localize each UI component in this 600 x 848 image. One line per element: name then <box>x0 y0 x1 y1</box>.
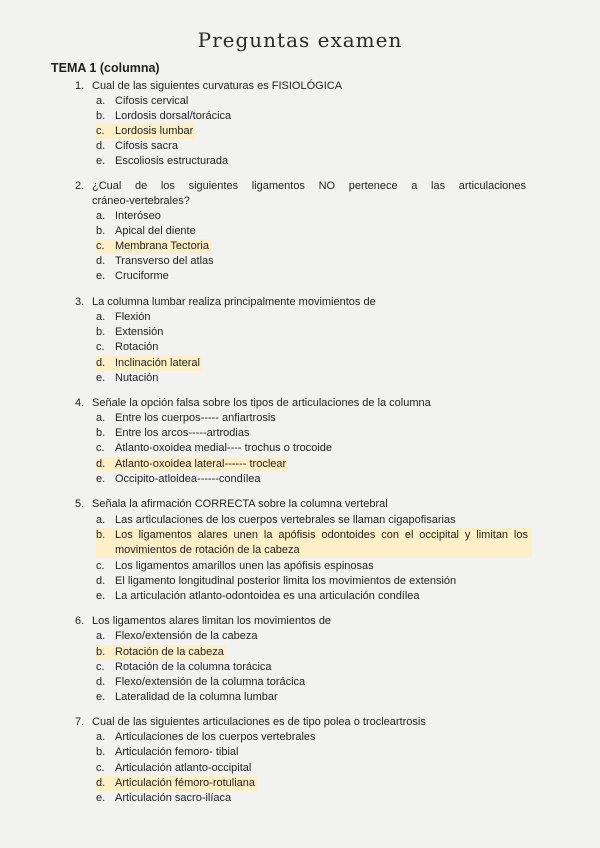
question-stem <box>75 614 535 629</box>
question-text-continued: cráneo-vertebrales? <box>92 195 190 207</box>
option-text: Rotación de la columna torácica <box>115 661 272 673</box>
option-letter: c. <box>96 661 105 673</box>
page-title: Preguntas examen <box>197 28 403 52</box>
option-letter: d. <box>96 457 115 472</box>
option-letter: d. <box>96 676 106 688</box>
option-letter: c. <box>96 560 105 572</box>
option-letter: e. <box>96 590 106 602</box>
option-letter: a. <box>96 95 106 107</box>
question-text: Los ligamentos alares limitan los movimientos de <box>92 615 332 627</box>
option-d <box>96 574 536 589</box>
option-a <box>96 629 536 644</box>
option-text: Articulación femoro- tibial <box>115 746 239 758</box>
question-number: 4. <box>75 397 85 409</box>
option-text: Articulaciones de los cuerpos vertebrales <box>115 731 316 743</box>
option-c <box>96 559 536 574</box>
option-letter: e. <box>96 473 106 485</box>
option-text: Cifosis cervical <box>115 95 189 107</box>
option-letter: b. <box>96 427 106 439</box>
option-letter: d. <box>96 356 115 371</box>
option-e <box>96 791 536 806</box>
option-letter: a. <box>96 412 106 424</box>
option-d <box>96 254 536 269</box>
question-number: 3. <box>75 296 85 308</box>
question-text: Cual de las siguientes curvaturas es FISIOLÓGICA <box>92 80 343 92</box>
option-text: movimientos de rotación de la cabeza <box>115 544 300 557</box>
option-text: Occipito-atloidea------condílea <box>115 473 261 485</box>
option-text: La articulación atlanto-odontoidea es una articulación condílea <box>115 590 420 602</box>
option-letter: c. <box>96 341 105 353</box>
question-text: Señala la afirmación CORRECTA sobre la columna vertebral <box>92 498 388 510</box>
option-letter: b. <box>96 529 106 541</box>
question-number: 1. <box>75 80 85 92</box>
option-text: Lordosis lumbar <box>115 124 195 139</box>
option-letter: c. <box>96 239 115 254</box>
option-letter: e. <box>96 270 106 282</box>
question-number: 6. <box>75 615 85 627</box>
option-text: Entre los cuerpos----- anfiartrosis <box>115 412 276 424</box>
option-text: Extensión <box>115 326 164 338</box>
option-letter: d. <box>96 255 106 267</box>
option-text: Las articulaciones de los cuerpos vertebrales se llaman cigapofisarias <box>115 514 456 526</box>
option-a <box>96 209 536 224</box>
option-d <box>96 139 536 154</box>
option-text: Flexo/extensión de la cabeza <box>115 630 258 642</box>
option-text: Transverso del atlas <box>115 255 214 267</box>
option-letter: d. <box>96 575 106 587</box>
option-b <box>96 109 536 124</box>
option-d-answer <box>96 356 536 371</box>
option-letter: b. <box>96 225 106 237</box>
option-c <box>96 441 536 456</box>
option-e <box>96 371 536 386</box>
option-e <box>96 690 536 705</box>
option-text: Membrana Tectoria <box>115 239 211 254</box>
option-text: Lordosis dorsal/torácica <box>115 110 232 122</box>
section-heading: TEMA 1 (columna) <box>51 61 160 75</box>
option-d <box>96 675 536 690</box>
question-stem <box>75 497 535 512</box>
option-c <box>96 660 536 675</box>
option-text: Cruciforme <box>115 270 169 282</box>
question-number: 2. <box>75 180 85 192</box>
option-b <box>96 224 536 239</box>
option-letter: a. <box>96 630 106 642</box>
option-letter: a. <box>96 514 106 526</box>
option-text: Articulación atlanto-occipital <box>115 762 252 774</box>
option-a <box>96 310 536 325</box>
question-text: Cual de las siguientes articulaciones es de tipo polea o trocleartrosis <box>92 716 426 728</box>
option-a <box>96 730 536 745</box>
option-text: Articulación sacro-ilíaca <box>115 792 232 804</box>
option-b <box>96 745 536 760</box>
option-letter: e. <box>96 691 106 703</box>
option-b-answer <box>96 528 532 558</box>
option-c <box>96 761 536 776</box>
option-letter: b. <box>96 326 106 338</box>
option-letter: b. <box>96 645 115 660</box>
option-b-answer <box>96 645 536 660</box>
option-text: Flexo/extensión de la columna torácica <box>115 676 306 688</box>
option-text: Rotación de la cabeza <box>115 645 226 660</box>
option-text: Inclinación lateral <box>115 356 202 371</box>
option-text: Lateralidad de la columna lumbar <box>115 691 278 703</box>
option-letter: a. <box>96 731 106 743</box>
option-letter: c. <box>96 442 105 454</box>
option-letter: a. <box>96 210 106 222</box>
option-text: Interóseo <box>115 210 161 222</box>
question-stem <box>75 715 535 730</box>
option-text: Nutación <box>115 372 159 384</box>
option-a <box>96 513 536 528</box>
option-text: Atlanto-oxoidea medial---- trochus o trocoide <box>115 442 333 454</box>
option-text: Rotación <box>115 341 159 353</box>
option-letter: e. <box>96 792 106 804</box>
option-c-answer <box>96 124 536 139</box>
question-stem <box>75 79 535 94</box>
option-e <box>96 472 536 487</box>
option-a <box>96 94 536 109</box>
option-text: Cifosis sacra <box>115 140 178 152</box>
question-text: ¿Cual de los siguientes ligamentos NO pertenece a las articulaciones <box>92 180 526 192</box>
question-number: 7. <box>75 716 85 728</box>
option-text: Entre los arcos-----artrodias <box>115 427 250 439</box>
option-letter: e. <box>96 155 106 167</box>
option-text: Apical del diente <box>115 225 196 237</box>
option-letter: d. <box>96 776 115 791</box>
question-stem <box>75 396 535 411</box>
option-text: Flexión <box>115 311 151 323</box>
option-text: Los ligamentos alares unen la apófisis odontoides con el occipital y limitan los <box>115 529 528 541</box>
option-letter: c. <box>96 124 115 139</box>
option-d-answer <box>96 457 536 472</box>
option-b <box>96 426 536 441</box>
option-text: Atlanto-oxoidea lateral------ troclear <box>115 457 288 472</box>
question-stem <box>75 295 535 310</box>
option-letter: b. <box>96 746 106 758</box>
option-c-answer <box>96 239 536 254</box>
question-stem <box>75 179 535 194</box>
option-letter: d. <box>96 140 106 152</box>
option-c <box>96 340 536 355</box>
option-d-answer <box>96 776 536 791</box>
question-number: 5. <box>75 498 85 510</box>
question-text: Señale la opción falsa sobre los tipos de articulaciones de la columna <box>92 397 431 409</box>
question-text: La columna lumbar realiza principalmente movimientos de <box>92 296 376 308</box>
option-letter: b. <box>96 110 106 122</box>
option-text: Escoliosis estructurada <box>115 155 229 167</box>
option-text: Los ligamentos amarillos unen las apófisis espinosas <box>115 560 374 572</box>
option-letter: a. <box>96 311 106 323</box>
option-e <box>96 589 536 604</box>
option-letter: e. <box>96 372 106 384</box>
option-text: Articulación fémoro-rotuliana <box>115 776 257 791</box>
option-letter: c. <box>96 762 105 774</box>
option-text: El ligamento longitudinal posterior limita los movimientos de extensión <box>115 575 457 587</box>
option-b <box>96 325 536 340</box>
option-a <box>96 411 536 426</box>
option-e <box>96 269 536 284</box>
option-e <box>96 154 536 169</box>
